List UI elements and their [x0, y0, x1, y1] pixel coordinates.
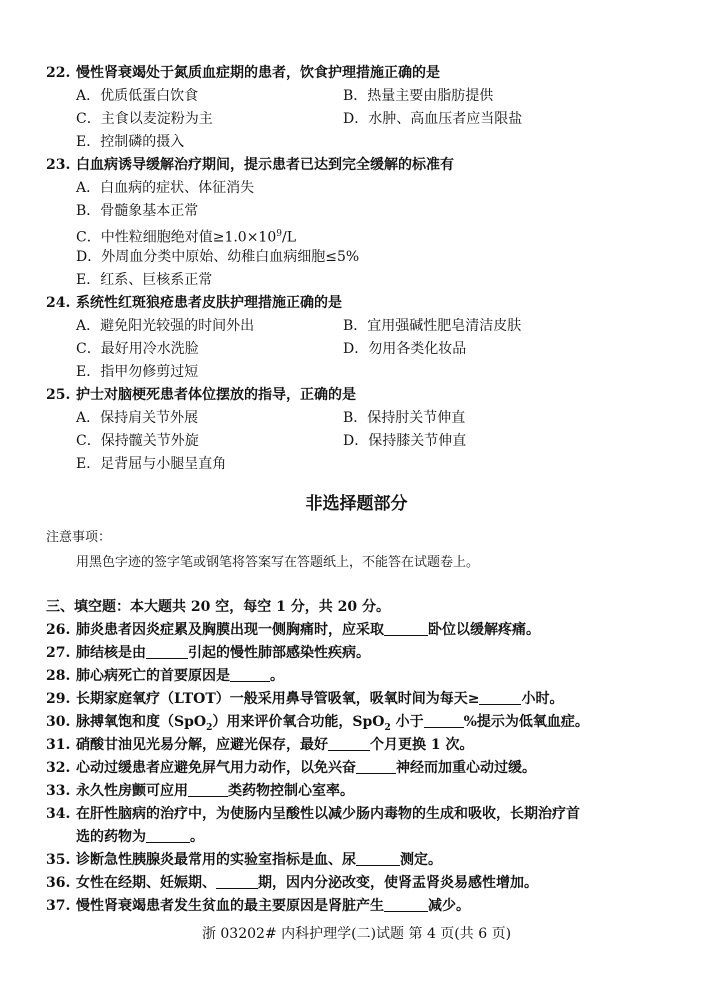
options-row — [0, 108, 713, 130]
question-number: 26. — [46, 622, 71, 638]
options-row — [0, 177, 713, 199]
answer-blank — [328, 736, 370, 751]
question-text: 女性在经期、妊娠期、 — [76, 875, 216, 891]
option-e: E．控制磷的摄入 — [76, 134, 185, 150]
options-row — [0, 269, 713, 291]
exponent: 9 — [276, 229, 282, 239]
question-number: 31. — [46, 737, 71, 753]
option-b: B．保持肘关节伸直 — [343, 410, 466, 426]
question-text: 硝酸甘油见光易分解，应避光保存，最好 — [76, 737, 328, 753]
option-b: B．骨髓象基本正常 — [76, 203, 199, 219]
question-text: 慢性肾衰竭患者发生贫血的最主要原因是肾脏产生 — [76, 898, 384, 914]
options-row — [0, 223, 713, 245]
option-d: D．勿用各类化妆品 — [343, 341, 467, 357]
question-text-end: 引起的慢性肺部感染性疾病。 — [188, 645, 370, 661]
fill-question-27 — [46, 642, 713, 664]
question-text-end: 神经而加重心动过缓。 — [396, 760, 536, 776]
question-22 — [46, 62, 713, 84]
fill-question-30 — [46, 711, 713, 733]
question-text: 脉搏氧饱和度（SpO — [76, 714, 207, 730]
question-number: 29. — [46, 691, 71, 707]
question-number: 22. — [46, 65, 71, 81]
option-e: E．红系、巨核系正常 — [76, 272, 213, 288]
option-b: B．宜用强碱性肥皂清洁皮肤 — [343, 318, 522, 334]
question-number: 30. — [46, 714, 71, 730]
question-text: 诊断急性胰腺炎最常用的实验室指标是血、尿 — [76, 852, 356, 868]
question-number: 32. — [46, 760, 71, 776]
option-a: A．白血病的症状、体征消失 — [76, 180, 255, 196]
option-c — [76, 223, 296, 249]
options-row — [0, 200, 713, 222]
options-row — [0, 246, 713, 268]
question-number: 34. — [46, 806, 71, 822]
question-number: 36. — [46, 875, 71, 891]
fill-question-35 — [46, 849, 713, 871]
question-text-end: 小时。 — [521, 691, 564, 707]
answer-blank — [384, 621, 428, 636]
answer-blank — [356, 759, 396, 774]
option-b: B．热量主要由脂肪提供 — [343, 88, 494, 104]
fill-question-33 — [46, 780, 713, 802]
question-text-end: 类药物控制心室率。 — [228, 783, 354, 799]
question-text: 心动过缓患者应避免屏气用力动作，以免兴奋 — [76, 760, 356, 776]
page-footer: 浙 03202# 内科护理学(二)试题 第 4 页(共 6 页) — [201, 926, 512, 942]
answer-blank — [384, 897, 428, 912]
options-row — [0, 131, 713, 153]
notice-label: 注意事项： — [46, 530, 112, 545]
question-text: 选的药物为 — [76, 829, 146, 845]
subscript: 2 — [206, 722, 213, 733]
options-row — [0, 453, 713, 475]
question-number: 37. — [46, 898, 71, 914]
question-23 — [46, 154, 713, 176]
part3-header: 三、填空题：本大题共 20 空，每空 1 分，共 20 分。 — [46, 599, 390, 615]
question-text-end: 个月更换 1 次。 — [370, 737, 474, 753]
unit: /L — [282, 229, 297, 246]
question-24 — [46, 292, 713, 314]
question-stem: 白血病诱导缓解治疗期间，提示患者已达到完全缓解的标准有 — [76, 157, 454, 173]
option-c-text: C．中性粒细胞绝对值≥1.0×10 — [76, 229, 277, 246]
option-a: A．优质低蛋白饮食 — [76, 88, 199, 104]
question-text: 永久性房颤可应用 — [76, 783, 188, 799]
question-text: ）用来评价氧合功能，SpO — [212, 714, 385, 730]
question-text: 小于 — [390, 714, 424, 730]
question-text-end: 减少。 — [428, 898, 470, 914]
options-row — [0, 361, 713, 383]
question-number: 33. — [46, 783, 71, 799]
option-a: A．保持肩关节外展 — [76, 410, 199, 426]
fill-question-26 — [46, 619, 713, 641]
question-text-end: 。 — [190, 829, 204, 845]
option-d: D．外周血分类中原始、幼稚白血病细胞≤5% — [76, 249, 360, 265]
question-text-end: 期，因内分泌改变，使肾盂肾炎易感性增加。 — [258, 875, 538, 891]
option-e: E．指甲勿修剪过短 — [76, 364, 199, 380]
answer-blank — [216, 874, 258, 889]
answer-blank — [146, 644, 188, 659]
answer-blank — [146, 828, 190, 843]
answer-blank — [424, 713, 464, 728]
fill-question-34 — [46, 803, 713, 825]
question-number: 23. — [46, 157, 71, 173]
notice-text: 用黑色字迹的签字笔或钢笔将答案写在答题纸上，不能答在试题卷上。 — [76, 555, 480, 570]
fill-question-29 — [46, 688, 713, 710]
answer-blank — [479, 690, 521, 705]
option-a: A．避免阳光较强的时间外出 — [76, 318, 255, 334]
options-row — [0, 315, 713, 337]
option-c: C．保持髋关节外旋 — [76, 433, 199, 449]
question-text-end: 。 — [270, 668, 284, 684]
option-d: D．保持膝关节伸直 — [343, 433, 467, 449]
options-row — [0, 407, 713, 429]
option-c: C．最好用冷水洗脸 — [76, 341, 199, 357]
fill-question-36 — [46, 872, 713, 894]
question-text-end: %提示为低氧血症。 — [463, 714, 589, 730]
question-text: 肺结核是由 — [76, 645, 146, 661]
question-25 — [46, 384, 713, 406]
question-number: 27. — [46, 645, 71, 661]
question-text: 在肝性脑病的治疗中，为使肠内呈酸性以减少肠内毒物的生成和吸收，长期治疗首 — [76, 806, 580, 822]
options-row — [0, 338, 713, 360]
option-c: C．主食以麦淀粉为主 — [76, 111, 213, 127]
fill-question-32 — [46, 757, 713, 779]
question-number: 28. — [46, 668, 71, 684]
options-row — [0, 85, 713, 107]
question-stem: 系统性红斑狼疮患者皮肤护理措施正确的是 — [76, 295, 342, 311]
question-text-end: 测定。 — [400, 852, 442, 868]
answer-blank — [356, 851, 400, 866]
question-text: 长期家庭氧疗（LTOT）一般采用鼻导管吸氧，吸氧时间为每天≥ — [76, 691, 480, 707]
subscript: 2 — [384, 722, 391, 733]
question-stem: 护士对脑梗死患者体位摆放的指导，正确的是 — [76, 387, 356, 403]
question-number: 25. — [46, 387, 71, 403]
question-stem: 慢性肾衰竭处于氮质血症期的患者，饮食护理措施正确的是 — [76, 65, 440, 81]
question-text: 肺心病死亡的首要原因是 — [76, 668, 230, 684]
answer-blank — [188, 782, 228, 797]
question-number: 35. — [46, 852, 71, 868]
answer-blank — [230, 667, 270, 682]
question-text: 肺炎患者因炎症累及胸膜出现一侧胸痛时，应采取 — [76, 622, 384, 638]
fill-question-34-continued — [76, 826, 713, 848]
fill-question-37 — [46, 895, 713, 917]
options-row — [0, 430, 713, 452]
question-number: 24. — [46, 295, 71, 311]
option-e: E．足背屈与小腿呈直角 — [76, 456, 227, 472]
section-title: 非选择题部分 — [305, 494, 408, 514]
fill-question-28 — [46, 665, 713, 687]
option-d: D．水肿、高血压者应当限盐 — [343, 111, 523, 127]
question-text-end: 卧位以缓解疼痛。 — [428, 622, 540, 638]
fill-question-31 — [46, 734, 713, 756]
